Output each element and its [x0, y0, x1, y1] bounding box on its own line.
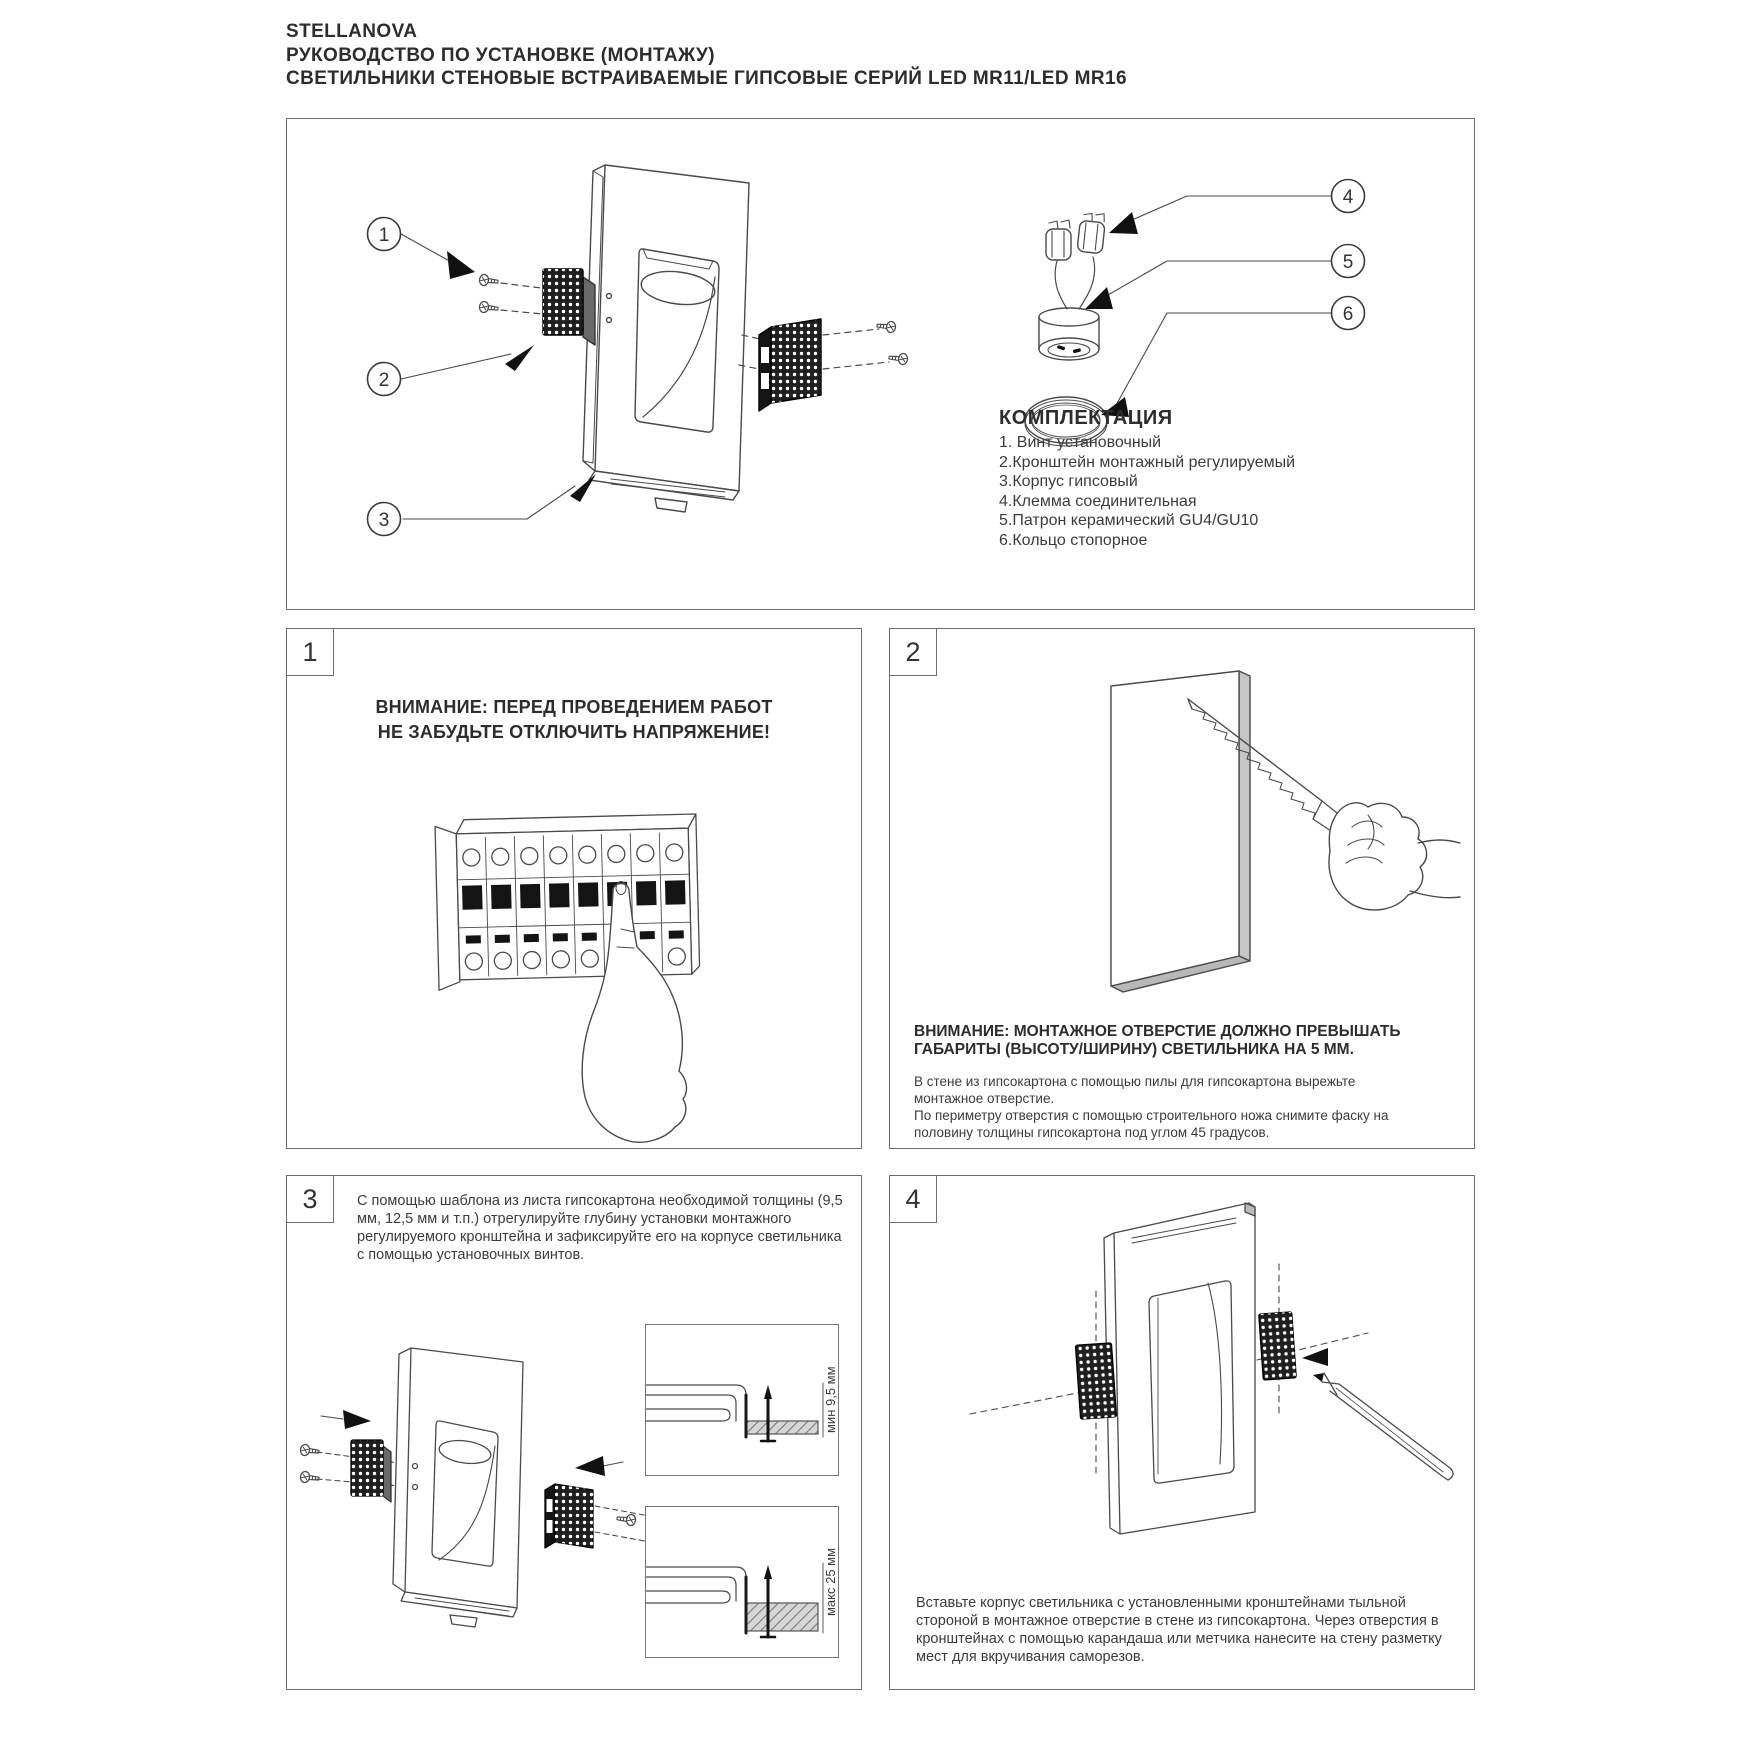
step2-body: В стене из гипсокартона с помощью пилы для гипсокартона вырежьте монтажное отверстие. По периметру отверстия с помощью строительного ножа снимите фаску на половину толщины гипсокартона под углом 45 градусов. [914, 1074, 1389, 1140]
step4-panel [889, 1175, 1475, 1690]
gypsum-sheet-drawing [1111, 671, 1250, 992]
step4-body: Вставьте корпус светильника с установленными кронштейнами тыльной стороной в монтажное отверстие в стене из гипсокартона. Через отверстия в кронштейнах с помощью карандаша или метчика нанесите на стену разметку мест для вкручивания саморезов. [916, 1595, 1442, 1665]
callout-5: 5 [1342, 252, 1354, 273]
gypsum-body-drawing [583, 165, 749, 512]
detail-max-drawing [646, 1507, 836, 1655]
kit-item: 6.Кольцо стопорное [999, 531, 1148, 549]
right-bracket-drawing [545, 1484, 593, 1548]
detail-min-drawing [646, 1325, 836, 1473]
kit-item: 1. Винт установочный [999, 434, 1162, 451]
detail-min-depth [645, 1324, 839, 1476]
gypsum-body-front-drawing [1104, 1203, 1255, 1534]
kit-item: 5.Патрон керамический GU4/GU10 [999, 512, 1259, 530]
step1-number: 1 [286, 628, 334, 676]
kit-heading: КОМПЛЕКТАЦИЯ [999, 407, 1173, 429]
insert-arrow-left [343, 1410, 371, 1429]
kit-item: 3.Корпус гипсовый [999, 473, 1138, 491]
left-bracket-drawing [1075, 1343, 1116, 1419]
kit-list [999, 433, 1295, 551]
step3-number: 3 [286, 1175, 334, 1223]
left-bracket-drawing [351, 1440, 391, 1502]
step2-warning: ВНИМАНИЕ: МОНТАЖНОЕ ОТВЕРСТИЕ ДОЛЖНО ПРЕВЫШАТЬ ГАБАРИТЫ (ВЫСОТУ/ШИРИНУ) СВЕТИЛЬНИКА НА 5 ММ. [914, 1023, 1401, 1058]
step3-body: С помощью шаблона из листа гипсокартона необходимой толщины (9,5 мм, 12,5 мм и т.п.) отрегулируйте глубину установки монтажного регулируемого кронштейна и зафиксируйте его на корпусе светильника с помощью установочных винтов. [357, 1193, 843, 1263]
kit-panel [286, 118, 1475, 610]
step2-panel [889, 628, 1475, 1149]
label-min-depth: мин 9,5 мм [823, 1366, 838, 1434]
ceramic-socket-drawing [1039, 308, 1099, 360]
step4-marking-drawing [890, 1176, 1474, 1586]
insert-arrow-right [575, 1456, 605, 1476]
callout-1: 1 [378, 225, 390, 246]
callout-2: 2 [378, 370, 390, 391]
callout-4: 4 [1342, 187, 1354, 208]
step3-panel [286, 1175, 862, 1690]
hand-drawing [1329, 803, 1460, 910]
page-header [286, 20, 1127, 91]
saw-drawing [890, 629, 1474, 1148]
kit-item: 2.Кронштейн монтажный регулируемый [999, 453, 1296, 471]
step4-number: 4 [889, 1175, 937, 1223]
doc-title: РУКОВОДСТВО ПО УСТАНОВКЕ (МОНТАЖУ) [286, 44, 715, 66]
callout-3: 3 [378, 510, 390, 531]
callout-6: 6 [1342, 304, 1354, 325]
breaker-drawing [287, 629, 861, 1148]
step2-number: 2 [889, 628, 937, 676]
detail-max-depth [645, 1506, 839, 1658]
right-bracket-drawing [1259, 1312, 1297, 1380]
right-bracket-drawing [739, 319, 908, 411]
terminal-clamps-drawing [1046, 211, 1106, 309]
step1-panel [286, 628, 862, 1149]
gypsum-body-drawing [393, 1348, 523, 1627]
kit-item: 4.Клемма соединительная [999, 492, 1197, 510]
kit-exploded-drawing [287, 119, 1474, 609]
callout-leaders-right [1085, 196, 1331, 417]
step1-warning: ВНИМАНИЕ: ПЕРЕД ПРОВЕДЕНИЕМ РАБОТ НЕ ЗАБУДЬТЕ ОТКЛЮЧИТЬ НАПРЯЖЕНИЕ! [375, 697, 773, 742]
left-bracket-drawing [543, 269, 595, 345]
mark-arrow [1302, 1348, 1328, 1366]
brand-title: STELLANOVA [286, 21, 418, 42]
product-title: СВЕТИЛЬНИКИ СТЕНОВЫЕ ВСТРАИВАЕМЫЕ ГИПСОВЫЕ СЕРИЙ LED MR11/LED MR16 [286, 68, 1127, 89]
pencil-drawing [1313, 1373, 1453, 1480]
label-max-depth: макс 25 мм [823, 1547, 838, 1617]
